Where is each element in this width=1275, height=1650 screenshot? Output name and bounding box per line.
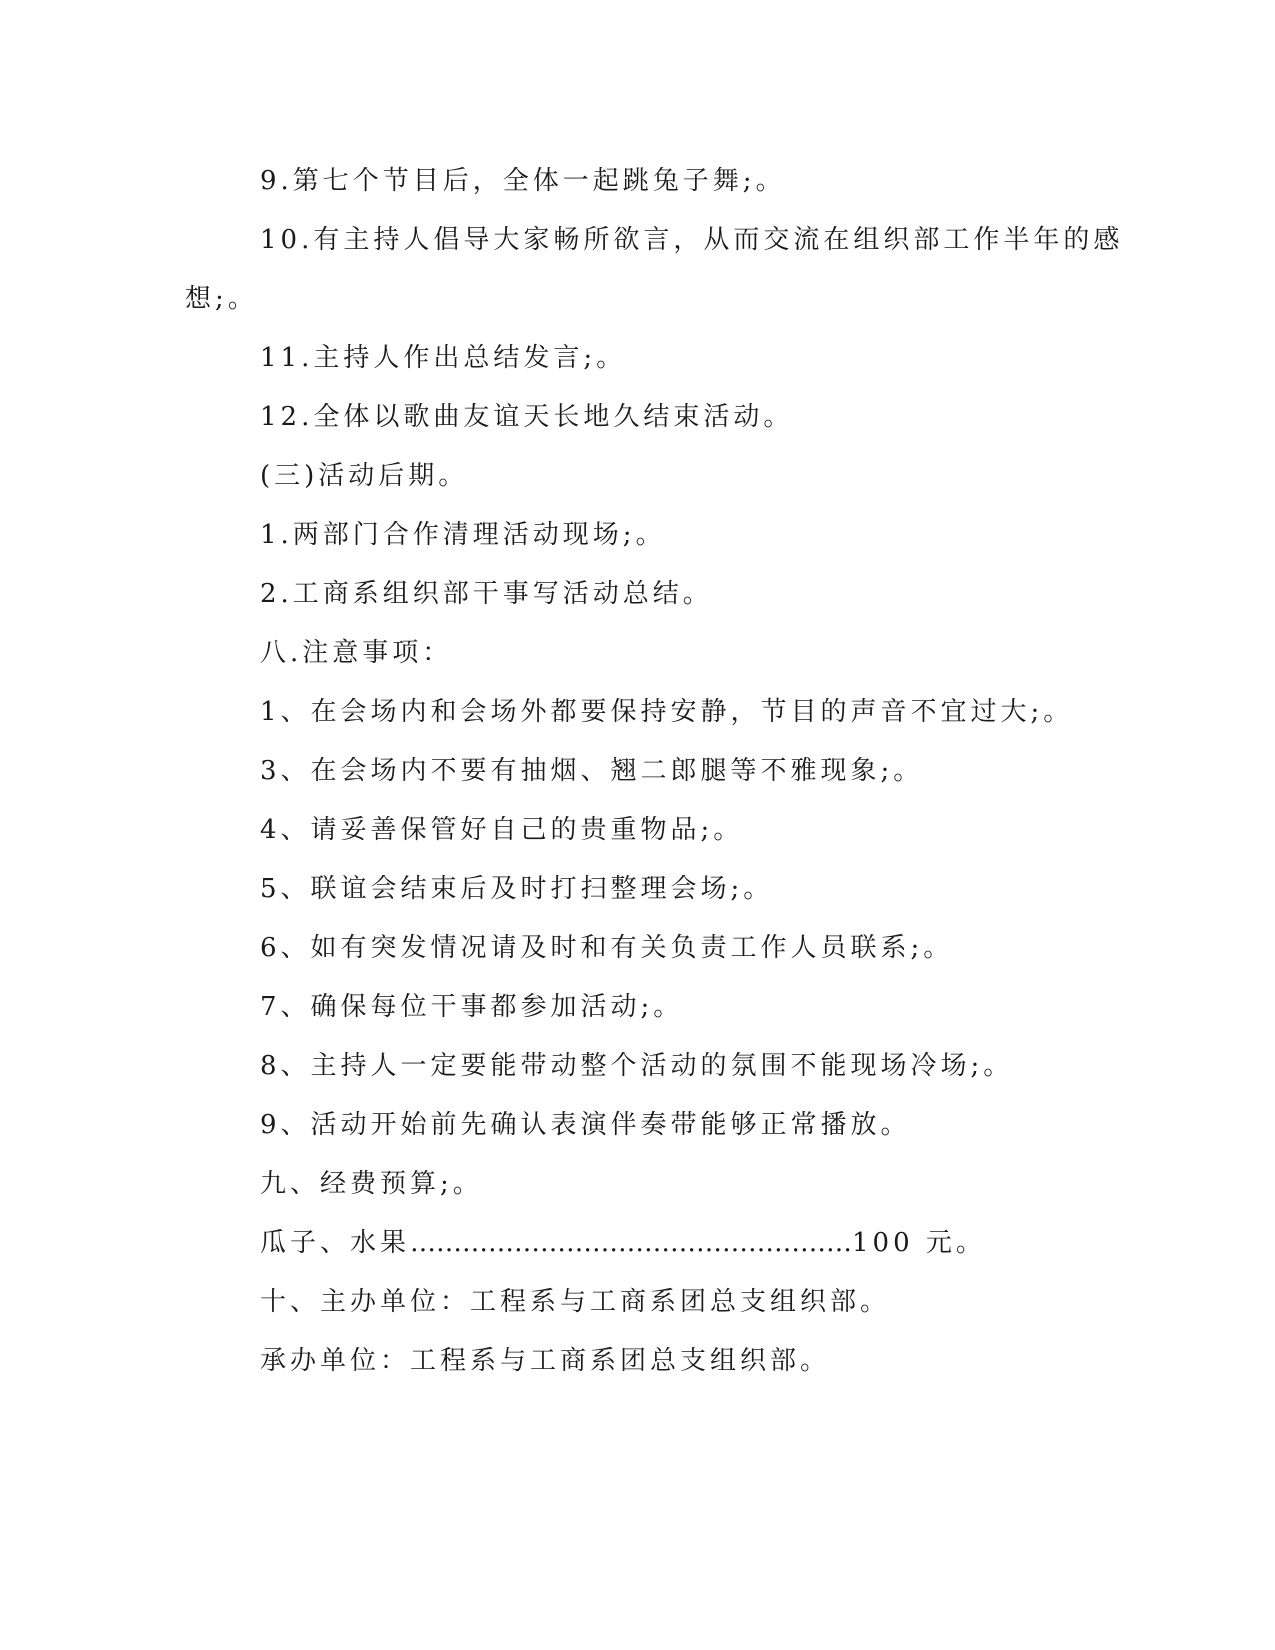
budget-line [260,1230,986,1256]
section-heading: 九、经费预算;。 [260,1169,483,1199]
list-item: 4、请妥善保管好自己的贵重物品;。 [260,815,744,845]
budget-amount: 100 元。 [852,1228,986,1258]
section-heading: (三)活动后期。 [260,461,469,491]
organizing-unit: 承办单位：工程系与工商系团总支组织部。 [260,1346,831,1376]
paragraph-line: 2.工商系组织部干事写活动总结。 [260,579,713,609]
list-item: 6、如有突发情况请及时和有关负责工作人员联系;。 [260,933,954,963]
list-item: 1、在会场内和会场外都要保持安静，节目的声音不宜过大;。 [260,697,1074,727]
list-item: 8、主持人一定要能带动整个活动的氛围不能现场冷场;。 [260,1051,1014,1081]
budget-item: 瓜子、水果 [260,1228,411,1258]
paragraph-line-continuation: 想;。 [185,284,258,314]
list-item: 7、确保每位干事都参加活动;。 [260,992,684,1022]
paragraph-line: 10.有主持人倡导大家畅所欲言，从而交流在组织部工作半年的感 [260,225,1124,255]
paragraph-line: 11.主持人作出总结发言;。 [260,343,627,373]
list-item: 9、活动开始前先确认表演伴奏带能够正常播放。 [260,1110,911,1140]
list-item: 3、在会场内不要有抽烟、翘二郎腿等不雅现象;。 [260,756,924,786]
section-heading: 八.注意事项： [260,638,453,668]
paragraph-line: 9.第七个节目后，全体一起跳兔子舞;。 [260,166,786,196]
host-organizer: 十、主办单位：工程系与工商系团总支组织部。 [260,1287,891,1317]
paragraph-line: 1.两部门合作清理活动现场;。 [260,520,666,550]
budget-dot-leader: …………………………………………… [410,1228,853,1258]
list-item: 5、联谊会结束后及时打扫整理会场;。 [260,874,774,904]
paragraph-line: 12.全体以歌曲友谊天长地久结束活动。 [260,402,794,432]
